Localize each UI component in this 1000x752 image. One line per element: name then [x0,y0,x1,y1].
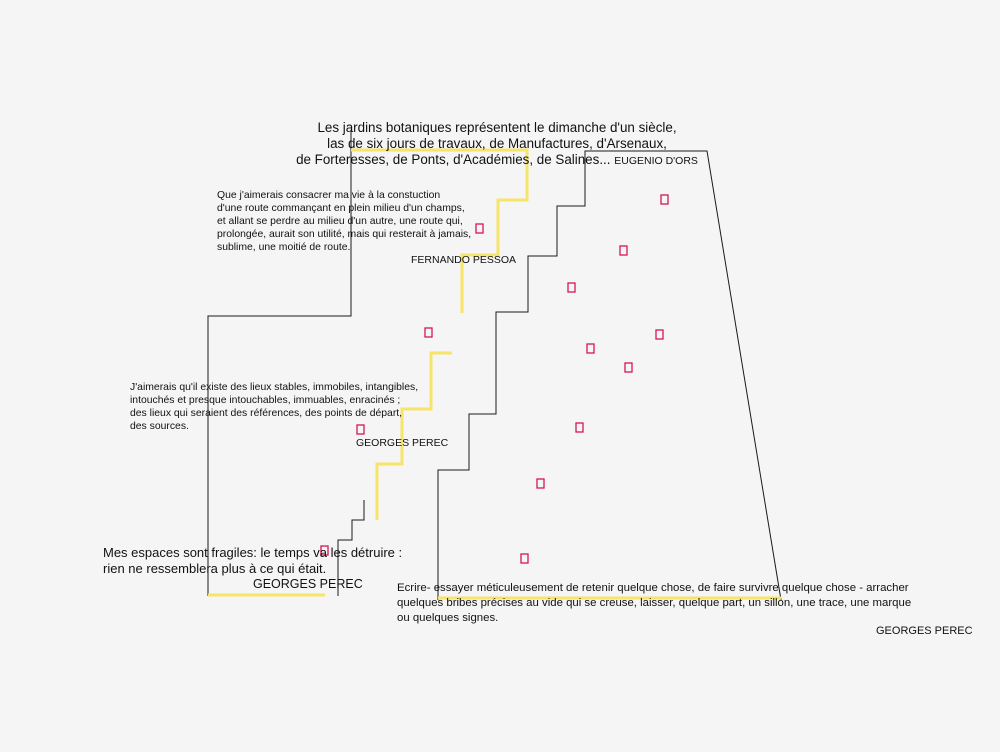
quote-line: sublime, une moitié de route. [217,242,351,253]
quote-line: Les jardins botaniques représentent le dimanche d'un siècle, [317,120,677,135]
quote-line: J'aimerais qu'il existe des lieux stables, immobiles, intangibles, [130,382,419,393]
quote-author: GEORGES PEREC [356,437,449,449]
marker-square [656,330,663,339]
quote-line-text: de Forteresses, de Ponts, d'Académies, de Salines... [296,152,611,167]
quote-route [217,189,471,254]
marker-square [476,224,483,233]
marker-square [521,554,528,563]
marker-square [661,195,668,204]
marker-square [587,344,594,353]
quote-places [130,381,418,433]
quote-line: quelques bribes précises au vide qui se creuse, laisser, quelque part, un sillon, une trace, une marque [397,597,912,609]
marker-square [625,363,632,372]
quote-line: las de six jours de travaux, de Manufactures, d'Arsenaux, [327,136,667,151]
quote-line: Que j'aimerais consacrer ma vie à la constuction [217,190,441,201]
quote-line: intouchés et presque intouchables, immuables, enracinés ; [130,395,401,406]
quote-line: des lieux qui seraient des références, des points de départ, [130,408,403,419]
marker-square [537,479,544,488]
quote-line: Ecrire- essayer méticuleusement de retenir quelque chose, de faire survivre quelque chose - arracher [397,582,909,594]
marker-square [576,423,583,432]
quote-author: EUGENIO D'ORS [614,155,698,167]
quote-fragile [103,545,402,577]
quote-writing [397,581,911,626]
quote-line: Mes espaces sont fragiles: le temps va les détruire : [103,545,403,560]
quote-line: et allant se perdre au milieu d'un autre, une route qui, [217,216,463,227]
quote-line: ou quelques signes. [397,612,499,624]
marker-square [620,246,627,255]
quote-line: d'une route commançant en plein milieu d'un champs, [217,203,465,214]
quote-line: prolongée, aurait son utilité, mais qui resterait à jamais, [217,229,472,240]
marker-square [425,328,432,337]
quote-line: des sources. [130,421,189,432]
right-trapezoid-outline [438,151,781,600]
quote-author: GEORGES PEREC [253,577,363,591]
quote-line: rien ne ressemblera plus à ce qui était. [103,561,327,576]
quote-author: FERNANDO PESSOA [411,254,517,266]
quote-botanic [280,120,714,169]
quote-author: GEORGES PEREC [876,625,973,637]
quote-line [280,152,714,169]
marker-square [568,283,575,292]
